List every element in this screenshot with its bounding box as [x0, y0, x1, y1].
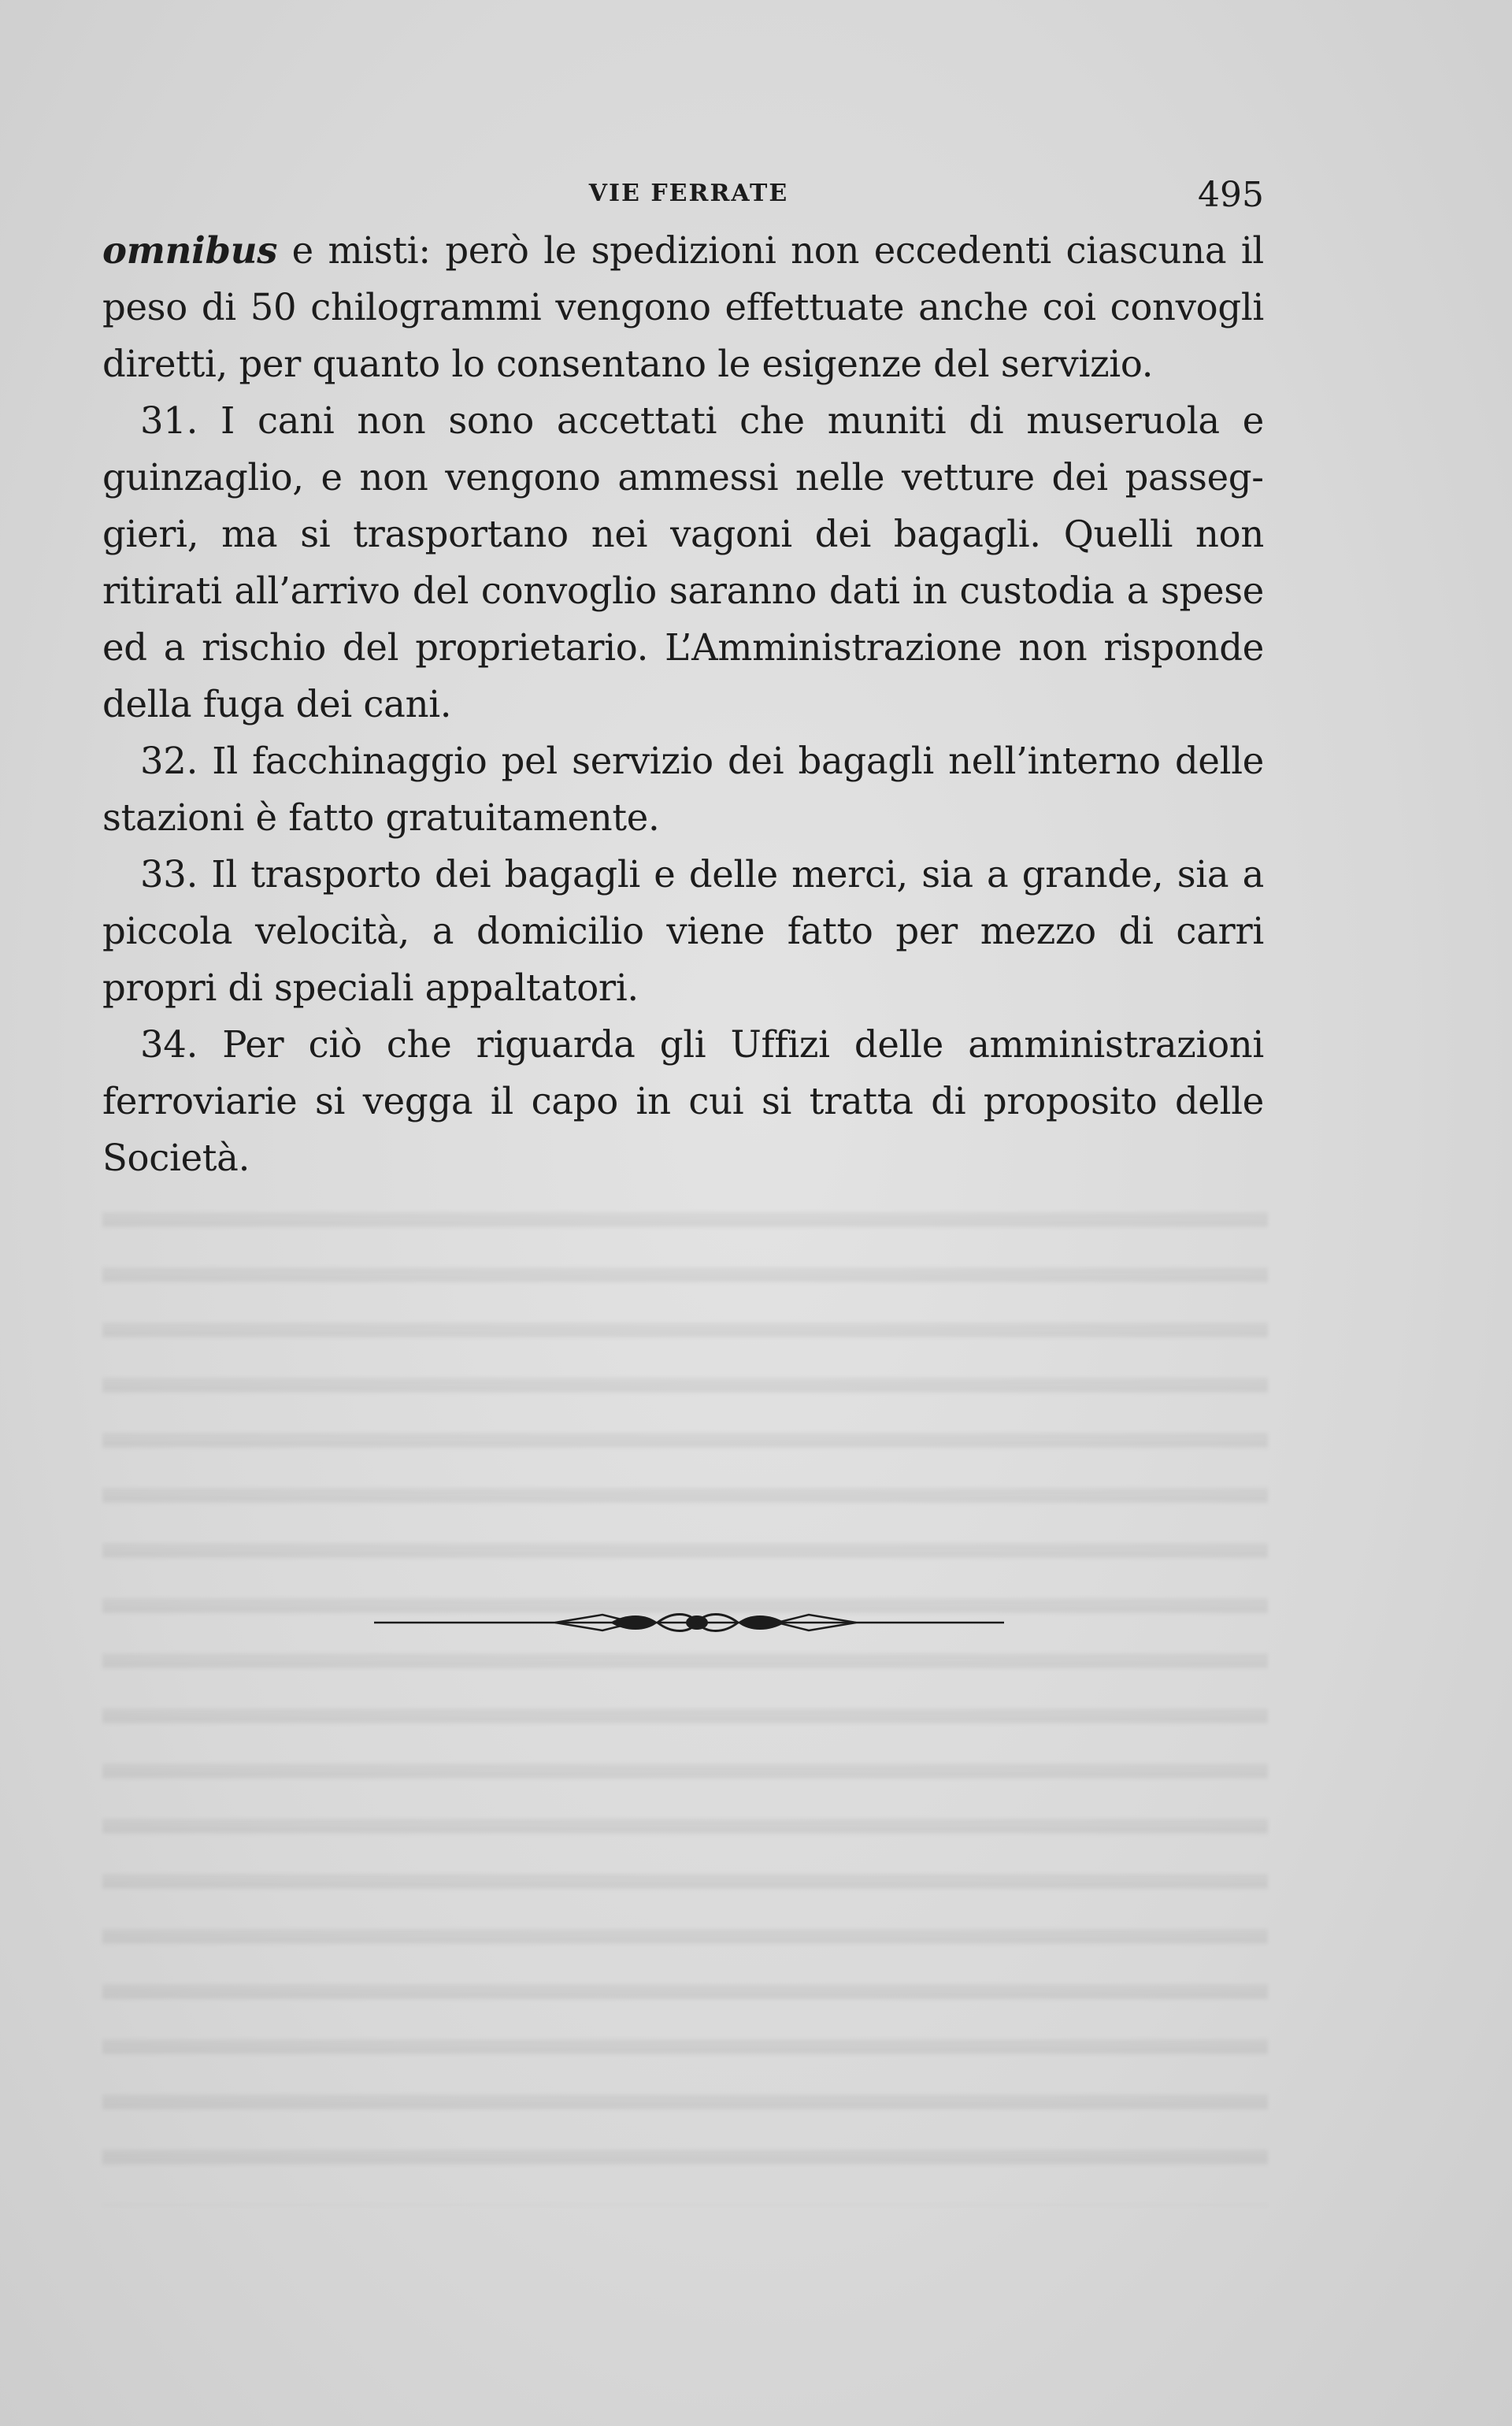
running-head-title: VIE FERRATE — [588, 180, 789, 207]
running-head — [102, 175, 1264, 222]
page-number: 495 — [1198, 175, 1264, 215]
show-through-texture — [102, 1181, 1268, 2205]
paragraph-continuation — [102, 222, 1264, 392]
page-body — [102, 222, 1264, 1186]
paragraph-31: 31. I cani non sono accettati che muniti di museruola e guinzaglio, e non vengono ammessi nelle vetture dei passeggieri, ma si trasportano nei vagoni dei bagagli. Quelli non ritirati all’arrivo del convoglio saranno dati in custodia a spese ed a rischio del proprietario. L’Amministrazione non risponde della fuga dei cani. — [102, 399, 1264, 725]
paragraph-33: 33. Il trasporto dei bagagli e delle merci, sia a grande, sia a piccola velocità, a domicilio viene fatto per mezzo di carri propri di speciali appaltatori. — [102, 853, 1264, 1009]
paragraph-text: e misti: però le spedizioni non eccedenti ciascuna il peso di 50 chilogrammi vengono effettuate anche coi convogli diretti, per quanto lo consentano le esigenze del servizio. — [102, 229, 1264, 385]
italic-word: omnibus — [102, 228, 278, 272]
paragraph-34: 34. Per ciò che riguarda gli Uffizi delle amministrazioni ferroviarie si vegga il capo in cui si tratta di proposito delle Società. — [102, 1023, 1264, 1179]
tailpiece-ornament-icon — [374, 1607, 1004, 1638]
text-block — [102, 175, 1264, 1186]
paragraph-32: 32. Il facchinaggio pel servizio dei bagagli nell’interno delle stazioni è fatto gratuitamente. — [102, 740, 1264, 839]
